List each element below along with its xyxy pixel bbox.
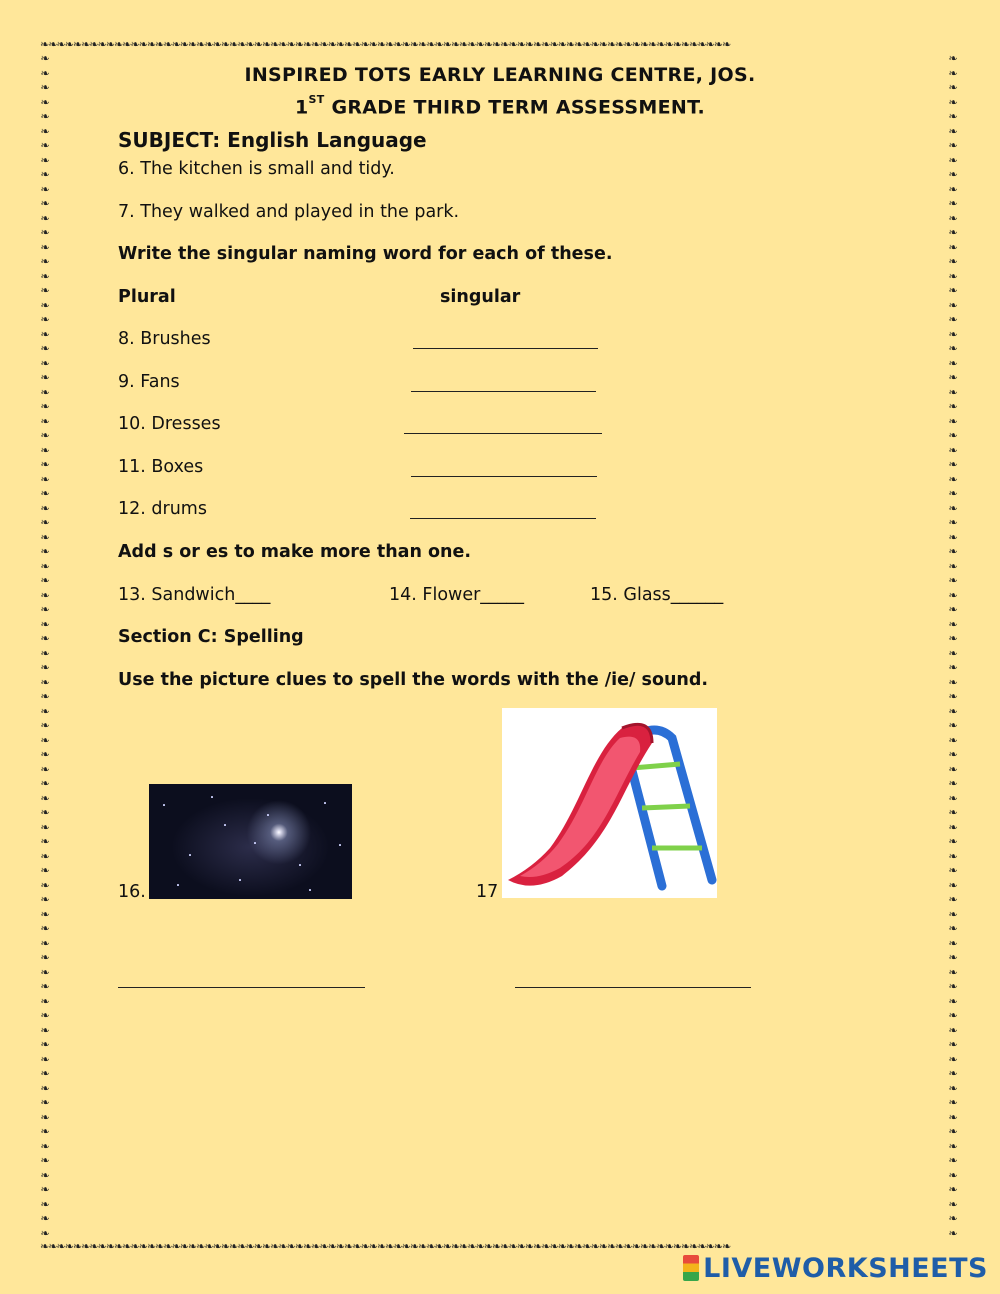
question-16-label: 16. bbox=[118, 882, 146, 902]
answer-line-10[interactable] bbox=[404, 433, 602, 434]
border-top: ❧❧❧❧❧❧❧❧❧❧❧❧❧❧❧❧❧❧❧❧❧❧❧❧❧❧❧❧❧❧❧❧❧❧❧❧❧❧❧❧❧❧❧❧❧❧❧❧❧❧❧❧❧❧❧❧❧❧❧❧❧❧❧❧❧❧❧❧❧❧❧❧❧❧❧❧❧❧❧❧❧❧❧❧ bbox=[40, 38, 731, 51]
item-14[interactable]: 14. Flower_____ bbox=[389, 585, 525, 605]
sentence-6: 6. The kitchen is small and tidy. bbox=[118, 159, 395, 179]
slide-image bbox=[502, 708, 717, 898]
subject-title: SUBJECT: English Language bbox=[118, 128, 427, 152]
answer-line-12[interactable] bbox=[410, 518, 596, 519]
item-10: 10. Dresses bbox=[118, 414, 221, 434]
col-plural: Plural bbox=[118, 287, 176, 307]
section-c-title: Section C: Spelling bbox=[118, 627, 304, 647]
liveworksheets-logo bbox=[683, 1253, 988, 1284]
col-singular: singular bbox=[440, 287, 521, 307]
item-12: 12. drums bbox=[118, 499, 207, 519]
plural-instruction: Add s or es to make more than one. bbox=[118, 542, 472, 562]
grade-suffix: ST bbox=[308, 93, 325, 106]
sky-night-image bbox=[149, 784, 352, 899]
assessment-title bbox=[0, 93, 1000, 119]
section-c-instruction: Use the picture clues to spell the words with the /ie/ sound. bbox=[118, 670, 709, 690]
answer-line-9[interactable] bbox=[411, 391, 596, 392]
border-right: ❧ ❧ ❧ ❧ ❧ ❧ ❧ ❧ ❧ ❧ ❧ ❧ ❧ ❧ ❧ ❧ ❧ ❧ ❧ ❧ ❧ ❧ ❧ ❧ ❧ ❧ ❧ ❧ ❧ ❧ ❧ ❧ ❧ ❧ ❧ ❧ ❧ ❧ ❧ ❧ ❧ ❧ ❧ ❧ ❧ ❧ ❧ ❧ ❧ ❧ ❧ ❧ ❧ ❧ ❧ ❧ ❧ ❧ ❧ ❧ ❧ ❧ ❧ ❧ ❧ ❧ ❧ ❧ ❧ ❧ ❧ ❧ ❧ ❧ ❧ ❧ ❧ ❧ ❧ ❧ ❧ ❧ bbox=[948, 52, 958, 1240]
question-17-label: 17 bbox=[476, 882, 499, 902]
slide-drawing bbox=[502, 708, 717, 898]
singular-instruction: Write the singular naming word for each of these. bbox=[118, 244, 613, 264]
logo-text: LIVEWORKSHEETS bbox=[703, 1253, 988, 1284]
item-11: 11. Boxes bbox=[118, 457, 204, 477]
answer-line-17[interactable] bbox=[515, 987, 751, 988]
border-left: ❧ ❧ ❧ ❧ ❧ ❧ ❧ ❧ ❧ ❧ ❧ ❧ ❧ ❧ ❧ ❧ ❧ ❧ ❧ ❧ ❧ ❧ ❧ ❧ ❧ ❧ ❧ ❧ ❧ ❧ ❧ ❧ ❧ ❧ ❧ ❧ ❧ ❧ ❧ ❧ ❧ ❧ ❧ ❧ ❧ ❧ ❧ ❧ ❧ ❧ ❧ ❧ ❧ ❧ ❧ ❧ ❧ ❧ ❧ ❧ ❧ ❧ ❧ ❧ ❧ ❧ ❧ ❧ ❧ ❧ ❧ ❧ ❧ ❧ ❧ ❧ ❧ ❧ ❧ ❧ ❧ ❧ bbox=[40, 52, 50, 1240]
item-13[interactable]: 13. Sandwich____ bbox=[118, 585, 271, 605]
sentence-7: 7. They walked and played in the park. bbox=[118, 202, 460, 222]
assessment-text: GRADE THIRD TERM ASSESSMENT. bbox=[324, 96, 705, 119]
liveworksheets-mark-icon bbox=[683, 1255, 699, 1281]
item-9: 9. Fans bbox=[118, 372, 180, 392]
item-8: 8. Brushes bbox=[118, 329, 211, 349]
answer-line-16[interactable] bbox=[118, 987, 365, 988]
school-name: INSPIRED TOTS EARLY LEARNING CENTRE, JOS. bbox=[244, 64, 756, 86]
item-15[interactable]: 15. Glass______ bbox=[590, 585, 724, 605]
grade-number: 1 bbox=[294, 96, 309, 119]
answer-line-11[interactable] bbox=[411, 476, 597, 477]
border-bottom: ❧❧❧❧❧❧❧❧❧❧❧❧❧❧❧❧❧❧❧❧❧❧❧❧❧❧❧❧❧❧❧❧❧❧❧❧❧❧❧❧❧❧❧❧❧❧❧❧❧❧❧❧❧❧❧❧❧❧❧❧❧❧❧❧❧❧❧❧❧❧❧❧❧❧❧❧❧❧❧❧❧❧❧❧ bbox=[40, 1240, 731, 1253]
answer-line-8[interactable] bbox=[413, 348, 598, 349]
